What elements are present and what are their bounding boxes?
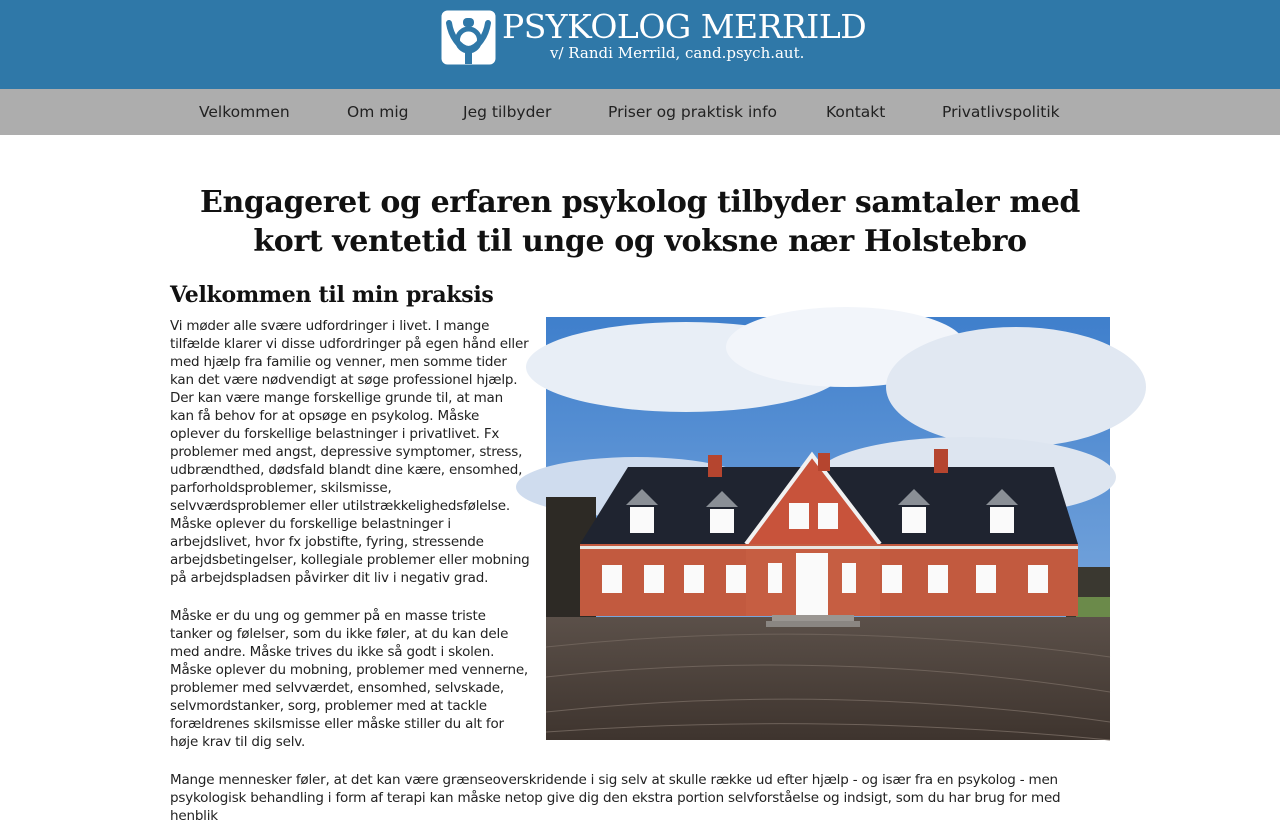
site-header: [0, 0, 1280, 89]
section-title: Velkommen til min praksis: [170, 282, 494, 308]
nav-item-privatlivspolitik[interactable]: Privatlivspolitik: [942, 103, 1060, 121]
intro-paragraph: Vi møder alle svære udfordringer i livet. I mange tilfælde klarer vi disse udfordringer på egen hånd eller med hjælp fra familie og venner, men somme tider kan det være nødvendigt at søge professionel hjælp. Der kan være mange forskellige grunde til, at man kan få behov for at opsøge en psykolog. Måske oplever du forskellige belastninger i privatlivet. Fx problemer med angst, depressive symptomer, stress, udbrændthed, dødsfald blandt dine kære, ensomhed, parforholdsproblemer, skilsmisse, selvværdsproblemer eller utilstrækkelighedsfølelse. Måske oplever du forskellige belastninger i arbejdslivet, hvor fx jobstifte, fyring, stressende arbejdsbetingelser, kollegiale problemer eller mobning på arbejdspladsen påvirker dit liv i negativ grad.: [170, 318, 530, 586]
nav-item-kontakt[interactable]: Kontakt: [826, 103, 886, 121]
nav-item-jeg-tilbyder[interactable]: Jeg tilbyder: [463, 103, 552, 121]
person-hug-logo-icon: [441, 10, 496, 65]
site-title: PSYKOLOG MERRILD: [502, 7, 867, 46]
site-logo[interactable]: [441, 7, 867, 65]
site-subtitle: v/ Randi Merrild, cand.psych.aut.: [550, 44, 805, 62]
youth-paragraph: Måske er du ung og gemmer på en masse triste tanker og følelser, som du ikke føler, at du kan dele med andre. Måske trives du ikke så godt i skolen. Måske oplever du mobning, problemer med vennerne, problemer med selvværdet, ensomhed, selvskade, selvmordstanker, sorg, problemer med at tackle forældrenes skilsmisse eller måske stiller du alt for høje krav til dig selv.: [170, 608, 529, 750]
nav-item-om-mig[interactable]: Om mig: [347, 103, 409, 121]
red-brick-house-photo: [546, 317, 1110, 740]
nav-item-velkommen[interactable]: Velkommen: [199, 103, 290, 121]
nav-item-priser[interactable]: Priser og praktisk info: [608, 103, 778, 121]
page-headline: Engageret og erfaren psykolog tilbyder samtaler med kort ventetid til unge og voksne nær Holstebro: [200, 185, 1080, 259]
main-nav: [0, 89, 1280, 135]
help-paragraph: Mange mennesker føler, at det kan være grænseoverskridende i sig selv at skulle række ud efter hjælp - og især fra en psykolog - men psykologisk behandling i form af terapi kan måske netop give dig den ekstra portion selvforståelse og indsigt, som du har brug for med henblik: [170, 772, 1061, 824]
